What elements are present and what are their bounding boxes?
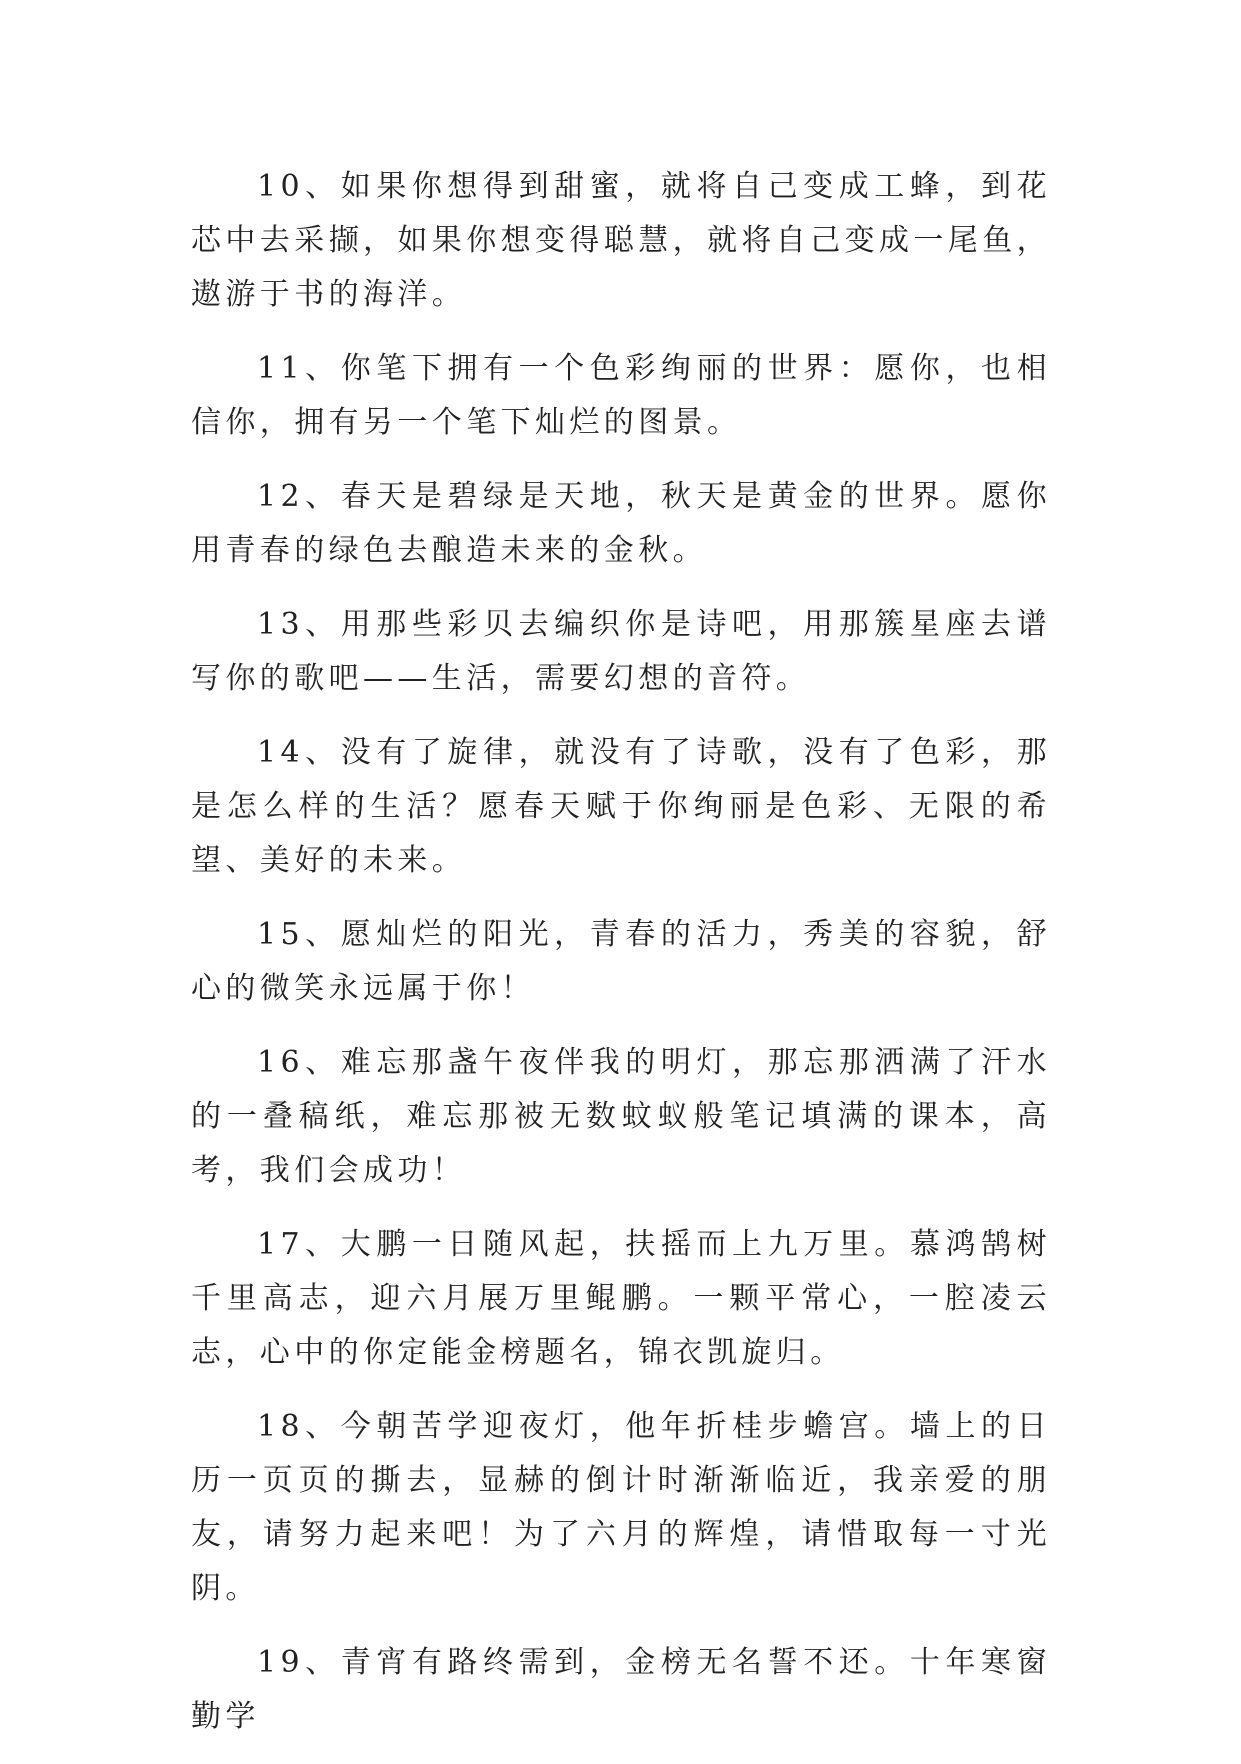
paragraph-15: 15、愿灿烂的阳光，青春的活力，秀美的容貌，舒心的微笑永远属于你！ bbox=[191, 917, 1051, 1006]
paragraph-14: 14、没有了旋律，就没有了诗歌，没有了色彩，那是怎么样的生活？愿春天赋于你绚丽是色彩、无限的希望、美好的未来。 bbox=[191, 735, 1051, 878]
paragraph-17: 17、大鹏一日随风起，扶摇而上九万里。慕鸿鹄树千里高志，迎六月展万里鲲鹏。一颗平常心，一腔凌云志，心中的你定能金榜题名，锦衣凯旋归。 bbox=[191, 1227, 1051, 1370]
paragraph-12: 12、春天是碧绿是天地，秋天是黄金的世界。愿你用青春的绿色去酿造未来的金秋。 bbox=[191, 479, 1051, 568]
paragraph-16: 16、难忘那盏午夜伴我的明灯，那忘那洒满了汗水的一叠稿纸，难忘那被无数蚊蚁般笔记填满的课本，高考，我们会成功！ bbox=[191, 1045, 1051, 1188]
paragraph-11: 11、你笔下拥有一个色彩绚丽的世界：愿你，也相信你，拥有另一个笔下灿烂的图景。 bbox=[191, 351, 1051, 440]
paragraph-10: 10、如果你想得到甜蜜，就将自己变成工蜂，到花芯中去采撷，如果你想变得聪慧，就将自己变成一尾鱼，遨游于书的海洋。 bbox=[191, 169, 1051, 312]
paragraph-13: 13、用那些彩贝去编织你是诗吧，用那簇星座去谱写你的歌吧——生活，需要幻想的音符。 bbox=[191, 607, 1051, 696]
document-body bbox=[191, 160, 1051, 1764]
paragraph-18: 18、今朝苦学迎夜灯，他年折桂步蟾宫。墙上的日历一页页的撕去，显赫的倒计时渐渐临近，我亲爱的朋友，请努力起来吧！为了六月的辉煌，请惜取每一寸光阴。 bbox=[191, 1409, 1051, 1606]
paragraph-19: 19、青宵有路终需到，金榜无名誓不还。十年寒窗勤学 bbox=[191, 1645, 1051, 1734]
